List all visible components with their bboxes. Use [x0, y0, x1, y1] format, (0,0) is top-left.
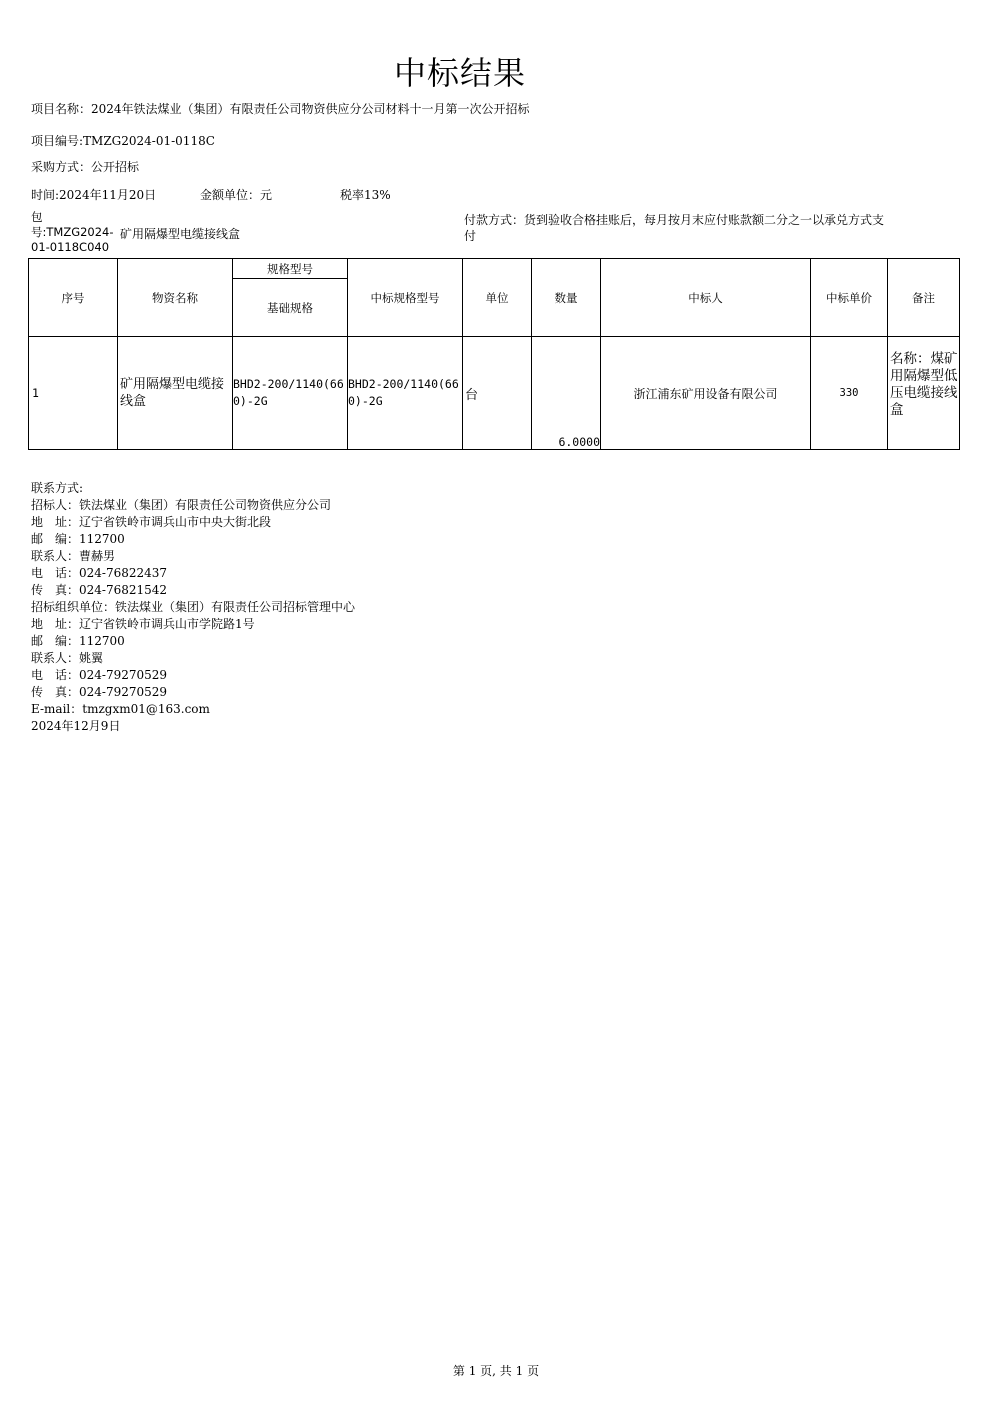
header-win-spec: 中标规格型号	[348, 259, 463, 337]
contact-section	[31, 480, 355, 735]
contact-line: 招标人：铁法煤业（集团）有限责任公司物资供应分公司	[31, 498, 332, 512]
payment-terms: 付款方式：货到验收合格挂账后，每月按月末应付账款额二分之一以承兑方式支付	[464, 213, 885, 243]
contact-email: E-mail：tmzgxm01@163.com	[31, 702, 210, 716]
row-remark: 名称：煤矿用隔爆型低压电缆接线盒	[888, 337, 960, 450]
row-winner: 浙江浦东矿用设备有限公司	[601, 337, 811, 450]
contact-heading: 联系方式:	[31, 481, 84, 495]
contact-line: 招标组织单位：铁法煤业（集团）有限责任公司招标管理中心	[31, 600, 356, 614]
table-row	[29, 337, 960, 450]
contact-line: 传 真：024-76821542	[31, 583, 168, 597]
contact-line: 地 址：辽宁省铁岭市调兵山市学院路1号	[31, 617, 255, 631]
project-name: 项目名称：2024年铁法煤业（集团）有限责任公司物资供应分公司材料十一月第一次公开招标	[31, 102, 530, 116]
header-qty: 数量	[532, 259, 601, 337]
page-title: 中标结果	[393, 54, 526, 92]
contact-line: 邮 编：112700	[31, 532, 125, 546]
row-qty: 6.0000	[532, 337, 601, 450]
header-price: 中标单价	[811, 259, 888, 337]
row-base-spec: BHD2-200/1140(660)-2G	[233, 337, 348, 450]
row-unit: 台	[463, 337, 532, 450]
row-material: 矿用隔爆型电缆接线盒	[118, 337, 233, 450]
bid-time: 时间:2024年11月20日	[31, 188, 157, 202]
contact-line: 地 址：辽宁省铁岭市调兵山市中央大街北段	[31, 515, 272, 529]
project-number: 项目编号:TMZG2024-01-0118C	[31, 134, 215, 148]
contact-line: 电 话：024-76822437	[31, 566, 168, 580]
tax-rate: 税率13%	[340, 188, 391, 202]
page-footer: 第 1 页, 共 1 页	[452, 1364, 540, 1378]
header-remark: 备注	[888, 259, 960, 337]
header-seq: 序号	[29, 259, 118, 337]
header-base-spec: 基础规格	[233, 279, 348, 337]
header-material: 物资名称	[118, 259, 233, 337]
package-name: 矿用隔爆型电缆接线盒	[120, 227, 241, 241]
currency-unit: 金额单位：元	[200, 188, 273, 202]
row-price: 330	[811, 337, 888, 450]
package-number: 包号:TMZG2024-01-0118C040	[31, 210, 114, 254]
purchase-method: 采购方式：公开招标	[31, 160, 140, 174]
contact-date: 2024年12月9日	[31, 719, 121, 733]
contact-line: 邮 编：112700	[31, 634, 125, 648]
contact-line: 传 真：024-79270529	[31, 685, 168, 699]
header-unit: 单位	[463, 259, 532, 337]
row-win-spec: BHD2-200/1140(660)-2G	[348, 337, 463, 450]
result-table	[28, 258, 960, 450]
contact-line: 电 话：024-79270529	[31, 668, 168, 682]
header-spec-group: 规格型号	[233, 259, 348, 279]
contact-line: 联系人：曹赫男	[31, 549, 116, 563]
row-seq: 1	[29, 337, 118, 450]
contact-line: 联系人：姚翼	[31, 651, 104, 665]
header-winner: 中标人	[601, 259, 811, 337]
